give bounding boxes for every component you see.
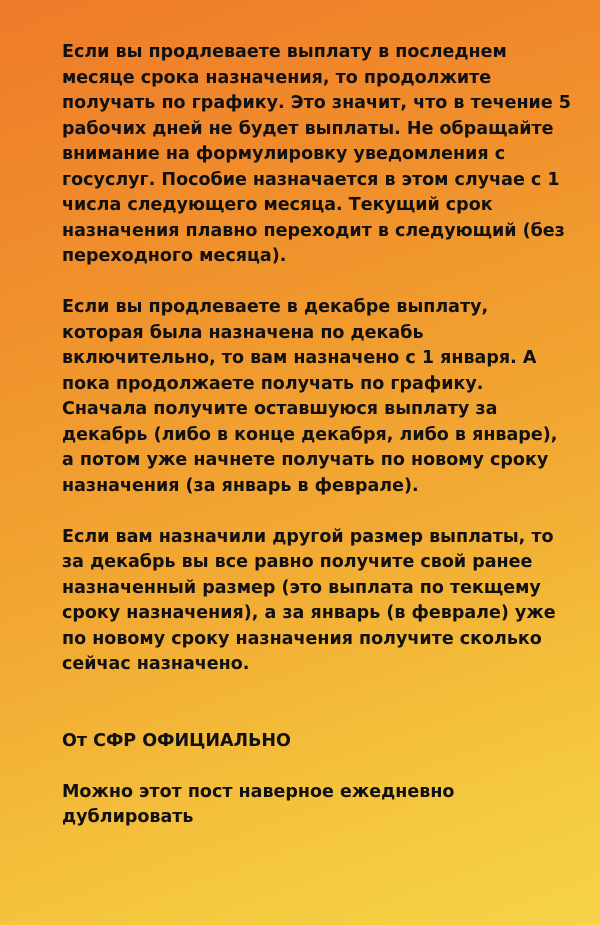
text-line: госуслуг. Пособие назначается в этом случае с 1: [62, 169, 560, 190]
text-line: декабрь (либо в конце декабря, либо в январе),: [62, 424, 558, 445]
paragraph-spacer: [62, 754, 562, 780]
source-line: [62, 729, 562, 755]
text-line: переходного месяца).: [62, 246, 287, 266]
paragraph-spacer: [62, 270, 562, 296]
text-line: рабочих дней не будет выплаты. Не обращайте: [62, 118, 554, 139]
text-line: которая была назначена по декабь: [62, 322, 424, 343]
text-line: а потом уже начнете получать по новому сроку: [62, 450, 549, 470]
text-line: месяце срока назначения, то продолжите: [62, 67, 492, 88]
text-line: Сначала получите оставшуюся выплату за: [62, 399, 498, 419]
text-line: включительно, то вам назначено с 1 января. А: [62, 348, 537, 368]
text-line: назначения плавно переходит в следующий (без: [62, 220, 565, 241]
paragraph-3: [62, 525, 562, 678]
text-line: пока продолжаете получать по графику.: [62, 373, 484, 394]
paragraph-1: [62, 40, 571, 270]
text-line: сроку назначения), а за январь (в феврале) уже: [62, 603, 556, 623]
paragraph-spacer: [62, 499, 562, 525]
source-label: От СФР ОФИЦИАЛЬНО: [62, 730, 291, 751]
paragraph-2: [62, 295, 562, 499]
text-line: Если вам назначили другой размер выплаты, то: [62, 526, 554, 547]
text-line: по новому сроку назначения получите сколько: [62, 628, 542, 649]
paragraph-spacer: [62, 678, 562, 729]
text-line: за декабрь вы все равно получите свой ранее: [62, 552, 533, 572]
text-line: Если вы продлеваете выплату в последнем: [62, 42, 507, 62]
text-line: Если вы продлеваете в декабре выплату,: [62, 297, 489, 317]
text-line: получать по графику. Это значит, что в течение 5: [62, 93, 571, 113]
text-line: Можно этот пост наверное ежедневно: [62, 781, 455, 802]
comment-paragraph: [62, 780, 562, 831]
text-line: назначения (за январь в феврале).: [62, 475, 419, 496]
text-line: назначенный размер (это выплата по текщему: [62, 577, 541, 598]
text-line: дублировать: [62, 807, 194, 827]
post-content: [62, 40, 571, 831]
text-line: сейчас назначено.: [62, 654, 250, 674]
text-line: числа следующего месяца. Текущий срок: [62, 195, 493, 215]
text-line: внимание на формулировку уведомления с: [62, 144, 506, 164]
